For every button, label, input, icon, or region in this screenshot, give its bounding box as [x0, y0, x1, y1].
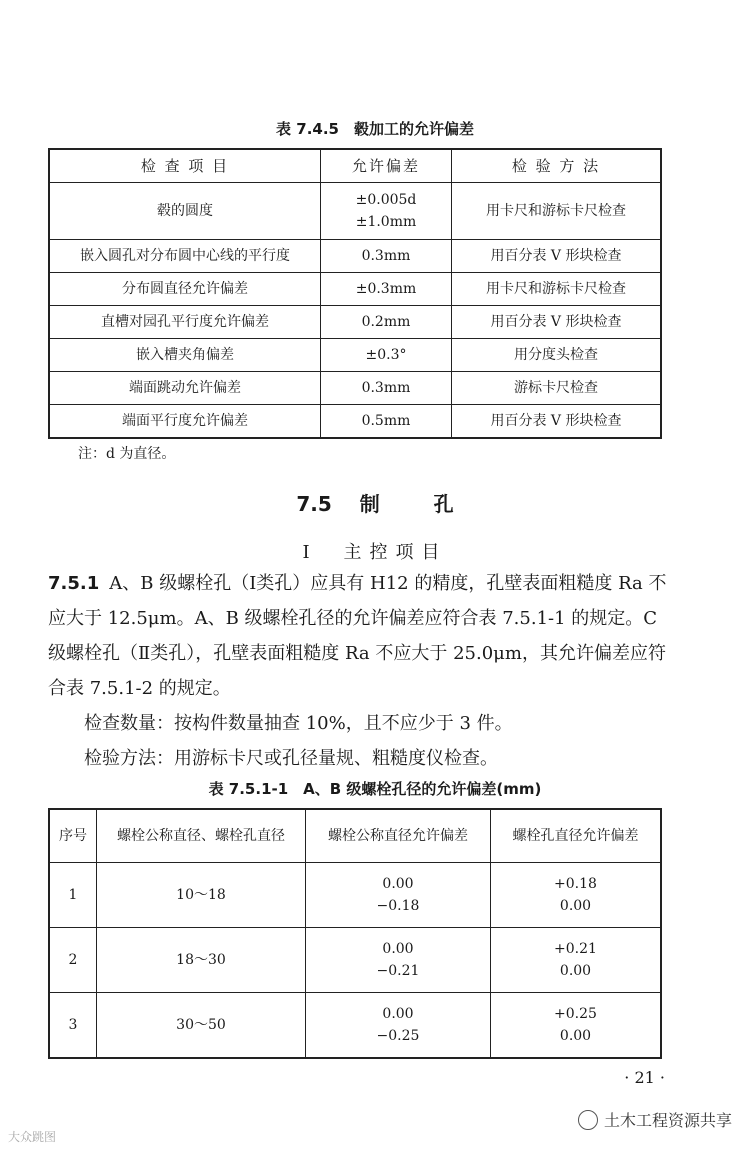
- check-method: 检验方法：用游标卡尺或孔径量规、粗糙度仪检查。: [84, 748, 498, 769]
- table1-header-row: [49, 149, 661, 183]
- table1-cell-tol: ±0.3°: [321, 339, 452, 372]
- tol-line2: ±1.0mm: [355, 214, 417, 230]
- table2-cell-range: 10～18: [97, 863, 306, 928]
- table1-cell-method: 用分度头检查: [452, 339, 662, 372]
- watermark-right-text: 土木工程资源共享: [603, 1111, 732, 1130]
- bolt-lower: −0.18: [376, 898, 420, 914]
- table1-header-tol: 允许偏差: [321, 149, 452, 183]
- watermark-left: 大众跳图: [8, 1130, 57, 1144]
- table1-note: 注：d 为直径。: [78, 446, 176, 462]
- table1-cell-method: 用百分表 V 形块检查: [452, 405, 662, 439]
- table1-cell-method: 用百分表 V 形块检查: [452, 306, 662, 339]
- bolt-upper: 0.00: [382, 876, 414, 892]
- table1-cell-tol: 0.5mm: [321, 405, 452, 439]
- clause-7-5-1: [48, 566, 668, 776]
- bolt-upper: 0.00: [382, 1006, 414, 1022]
- watermark-right: [578, 1108, 732, 1131]
- table1-cell-tol: 0.3mm: [321, 372, 452, 405]
- section-number: 7.5: [296, 492, 332, 516]
- table2-cell-range: 18～30: [97, 928, 306, 993]
- table2-header-range: 螺栓公称直径、螺栓孔直径: [97, 809, 306, 863]
- table2-cell-hole: [491, 993, 662, 1059]
- section-title-part1: 制: [359, 492, 380, 516]
- section-title-part2: 孔: [433, 492, 454, 516]
- table1-cell-item: 嵌入圆孔对分布圆中心线的平行度: [49, 240, 321, 273]
- table1-cell-tol: [321, 183, 452, 240]
- table2-cell-bolt: [306, 993, 491, 1059]
- bolt-lower: −0.25: [376, 1028, 420, 1044]
- table-row: [49, 372, 661, 405]
- table2-header-no: 序号: [49, 809, 97, 863]
- table1-cell-method: 游标卡尺检查: [452, 372, 662, 405]
- table2-cell-no: 2: [49, 928, 97, 993]
- hole-upper: +0.25: [554, 1006, 597, 1022]
- table2-cell-bolt: [306, 928, 491, 993]
- table1-cell-item: 直槽对园孔平行度允许偏差: [49, 306, 321, 339]
- hole-lower: 0.00: [559, 963, 592, 979]
- table2-header-bolt: 螺栓公称直径允许偏差: [306, 809, 491, 863]
- check-quantity: 检查数量：按构件数量抽查 10%，且不应少于 3 件。: [84, 713, 513, 734]
- table1-cell-item: 端面跳动允许偏差: [49, 372, 321, 405]
- section-heading: [0, 488, 750, 517]
- table-row: [49, 993, 661, 1059]
- table2-cell-hole: [491, 863, 662, 928]
- table1: [48, 148, 662, 439]
- table1-cell-method: 用百分表 V 形块检查: [452, 240, 662, 273]
- table1-cell-tol: 0.3mm: [321, 240, 452, 273]
- subsection-heading: Ⅰ 主控项目: [302, 542, 448, 563]
- table1-cell-item: 分布圆直径允许偏差: [49, 273, 321, 306]
- table-row: [49, 405, 661, 439]
- table2-cell-hole: [491, 928, 662, 993]
- hole-upper: +0.18: [554, 876, 597, 892]
- table-row: [49, 273, 661, 306]
- table-row: [49, 863, 661, 928]
- table1-cell-item: 嵌入槽夹角偏差: [49, 339, 321, 372]
- table1-cell-item: 端面平行度允许偏差: [49, 405, 321, 439]
- hole-lower: 0.00: [559, 1028, 592, 1044]
- table1-cell-item: 毂的圆度: [49, 183, 321, 240]
- table-row: [49, 339, 661, 372]
- clause-number: 7.5.1: [48, 573, 100, 594]
- table2-cell-no: 1: [49, 863, 97, 928]
- table2-header-hole: 螺栓孔直径允许偏差: [491, 809, 662, 863]
- table1-cell-tol: ±0.3mm: [321, 273, 452, 306]
- table2-header-row: [49, 809, 661, 863]
- table1-header-item: 检 查 项 目: [49, 149, 321, 183]
- table1-cell-method: 用卡尺和游标卡尺检查: [452, 183, 662, 240]
- table1-cell-tol: 0.2mm: [321, 306, 452, 339]
- table-row: [49, 928, 661, 993]
- bolt-upper: 0.00: [382, 941, 414, 957]
- table1-cell-method: 用卡尺和游标卡尺检查: [452, 273, 662, 306]
- hole-lower: 0.00: [559, 898, 592, 914]
- table-row: [49, 183, 661, 240]
- table1-caption: 表 7.4.5 毂加工的允许偏差: [276, 120, 474, 138]
- table1-header-method: 检 验 方 法: [452, 149, 662, 183]
- page-number: · 21 ·: [624, 1068, 665, 1087]
- tol-line1: ±0.005d: [355, 192, 417, 208]
- table2-cell-no: 3: [49, 993, 97, 1059]
- clause-text: A、B 级螺栓孔（Ⅰ类孔）应具有 H12 的精度，孔壁表面粗糙度 Ra 不应大于 12.5μm。A、B 级螺栓孔径的允许偏差应符合表 7.5.1-1 的规定。C 级螺栓孔（Ⅱ类孔），孔壁表面粗糙度 Ra 不应大于 25.0μm，其允许偏差应符合表 7.5.1-2 的规定。: [48, 573, 667, 699]
- table2-cell-bolt: [306, 863, 491, 928]
- table2: [48, 808, 662, 1059]
- table-row: [49, 306, 661, 339]
- hole-upper: +0.21: [554, 941, 597, 957]
- wechat-icon: [578, 1110, 598, 1130]
- bolt-lower: −0.21: [376, 963, 420, 979]
- table2-cell-range: 30～50: [97, 993, 306, 1059]
- table2-caption: 表 7.5.1-1 A、B 级螺栓孔径的允许偏差(mm): [208, 780, 542, 798]
- table-row: [49, 240, 661, 273]
